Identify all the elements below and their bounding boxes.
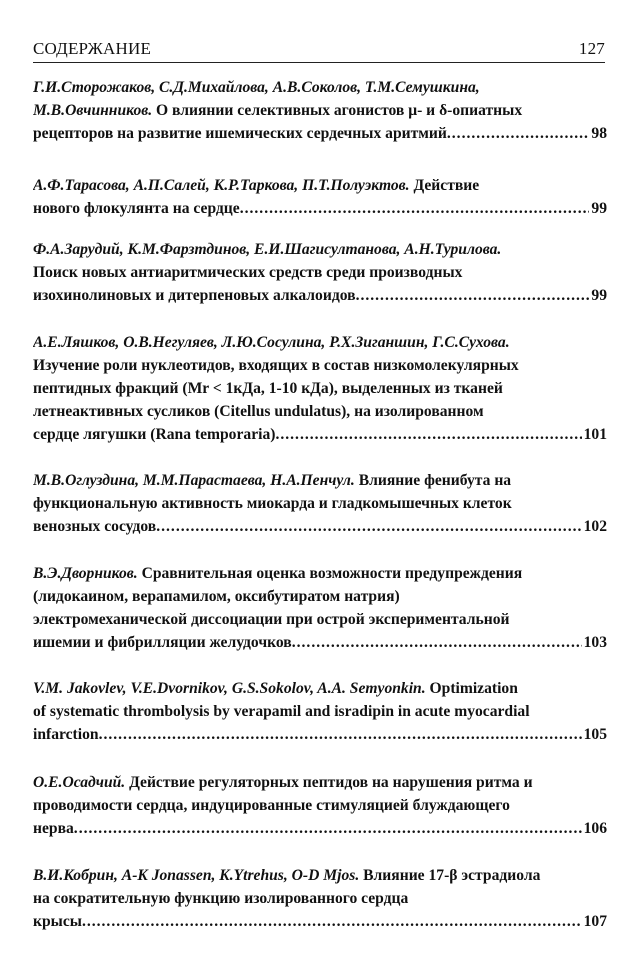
entry-title: крысы	[33, 913, 82, 930]
entry-authors: О.Е.Осадчий.	[33, 774, 126, 791]
entry-title: Изучение роли нуклеотидов, входящих в состав низкомолекулярных	[33, 357, 519, 374]
entry-authors: А.Ф.Тарасова, А.П.Салей, К.Р.Таркова, П.Т.Полуэктов.	[33, 177, 410, 194]
entry-authors: V.M. Jakovlev, V.E.Dvornikov, G.S.Sokolov, A.A. Semyonkin.	[33, 680, 426, 697]
dot-leader	[240, 197, 590, 220]
toc-entry[interactable]	[33, 562, 607, 654]
entry-title: of systematic thrombolysis by verapamil and isradipin in acute myocardial	[33, 703, 530, 720]
entry-title: электромеханической диссоциации при острой экспериментальной	[33, 611, 510, 628]
toc-entry[interactable]	[33, 238, 607, 307]
entry-authors: А.Е.Ляшков, О.В.Негуляев, Л.Ю.Сосулина, Р.Х.Зиганшин, Г.С.Сухова.	[33, 334, 510, 351]
entry-title: изохинолиновых и дитерпеновых алкалоидов	[33, 287, 356, 304]
entry-title: Действие регуляторных пептидов на нарушения ритма и	[129, 774, 533, 791]
dot-leader	[275, 423, 581, 446]
entry-title: Optimization	[429, 680, 518, 697]
entry-page-number: 105	[583, 726, 607, 743]
entry-title: Влияние 17-β эстрадиола	[363, 867, 541, 884]
dot-leader	[356, 284, 590, 307]
page-number: 127	[578, 39, 605, 58]
toc-entry[interactable]	[33, 677, 607, 746]
toc-entry[interactable]	[33, 771, 607, 840]
entry-title: infarction	[33, 726, 99, 743]
entry-page-number: 107	[583, 913, 607, 930]
entry-authors: В.Э.Дворников.	[33, 565, 138, 582]
entry-page-number: 106	[583, 820, 607, 837]
entry-title: Сравнительная оценка возможности предупреждения	[141, 565, 523, 582]
dot-leader	[82, 910, 582, 933]
toc-entry[interactable]	[33, 331, 607, 446]
entry-authors: М.В.Оглуздина, М.М.Парастаева, Н.А.Пенчул.	[33, 472, 355, 489]
toc-entry[interactable]	[33, 174, 607, 220]
entry-title: Поиск новых антиаритмических средств среди производных	[33, 264, 463, 281]
entry-title: летнеактивных сусликов (Citellus undulatus), на изолированном	[33, 403, 484, 420]
dot-leader	[156, 515, 581, 538]
section-title: СОДЕРЖАНИЕ	[33, 39, 152, 58]
entry-title: Действие	[413, 177, 480, 194]
dot-leader	[447, 122, 590, 145]
entry-page-number: 102	[583, 518, 607, 535]
toc-entry[interactable]	[33, 469, 607, 538]
toc-entry[interactable]	[33, 76, 607, 145]
entry-title: Влияние фенибута на	[358, 472, 512, 489]
entry-authors: М.В.Овчинников.	[33, 102, 153, 119]
entry-title: ишемии и фибрилляции желудочков	[33, 634, 292, 651]
entry-page-number: 99	[591, 200, 607, 217]
page-header	[33, 38, 605, 63]
entry-title: пептидных фракций (Mr < 1кДа, 1-10 кДа), выделенных из тканей	[33, 380, 503, 397]
dot-leader	[292, 631, 582, 654]
entry-page-number: 98	[591, 125, 607, 142]
entry-page-number: 103	[583, 634, 607, 651]
entry-title: нерва	[33, 820, 74, 837]
entry-title: на сократительную функцию изолированного сердца	[33, 890, 409, 907]
dot-leader	[99, 723, 582, 746]
entry-authors: Ф.А.Зарудий, К.М.Фарзтдинов, Е.И.Шагисултанова, А.Н.Турилова.	[33, 241, 502, 258]
entry-title: рецепторов на развитие ишемических сердечных аритмий	[33, 125, 447, 142]
toc-entry[interactable]	[33, 864, 607, 933]
dot-leader	[74, 817, 582, 840]
entry-title: нового флокулянта на сердце	[33, 200, 240, 217]
entry-title: сердце лягушки (Rana temporaria)	[33, 426, 276, 443]
entry-title: О влиянии селективных агонистов μ- и δ-опиатных	[156, 102, 523, 119]
entry-title: (лидокаином, верапамилом, оксибутиратом натрия)	[33, 588, 400, 605]
entry-title: функциональную активность миокарда и гладкомышечных клеток	[33, 495, 512, 512]
entry-authors: В.И.Кобрин, A-K Jonassen, K.Ytrehus, O-D Mjos.	[33, 867, 360, 884]
entry-page-number: 99	[591, 287, 607, 304]
entry-title: проводимости сердца, индуцированные стимуляцией блуждающего	[33, 797, 510, 814]
entry-authors: Г.И.Сторожаков, С.Д.Михайлова, А.В.Соколов, Т.М.Семушкина,	[33, 79, 480, 96]
entry-title: венозных сосудов	[33, 518, 157, 535]
entry-page-number: 101	[583, 426, 607, 443]
